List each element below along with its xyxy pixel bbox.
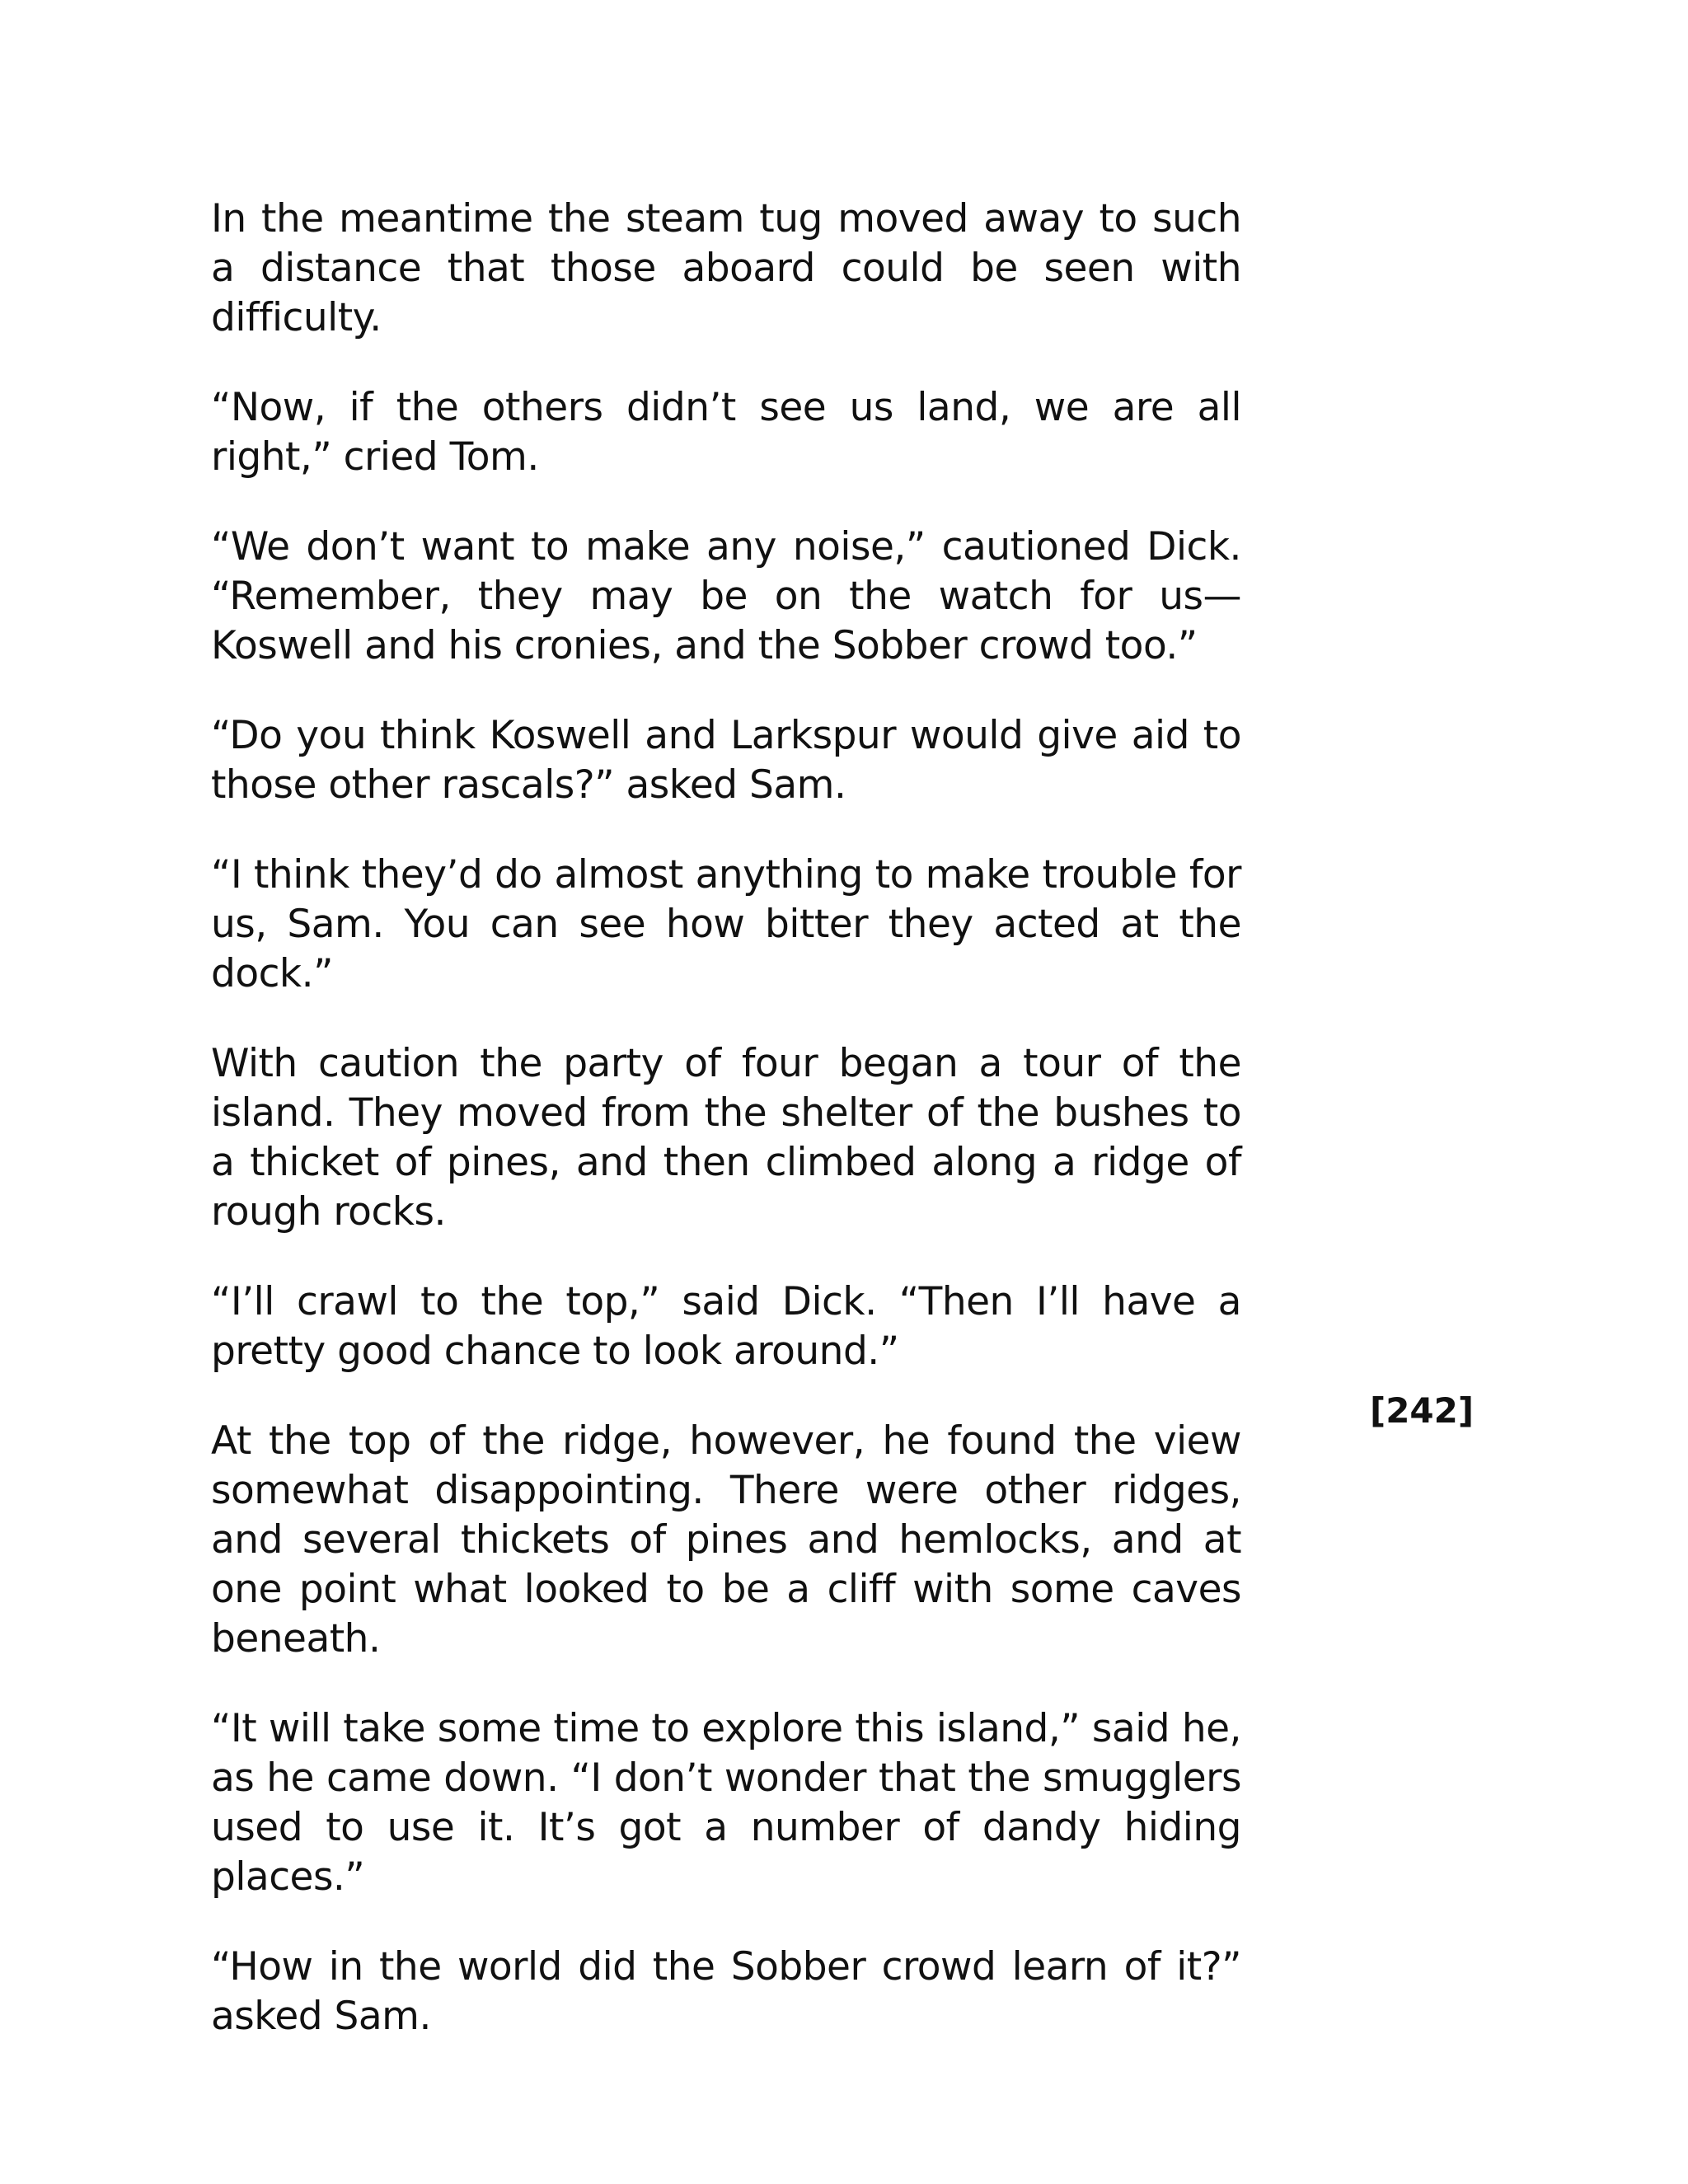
paragraph: With caution the party of four began a tour of the island. They moved from the shelter of the bushes to a thicket of pines, and then climbed along a ridge of rough rocks. xyxy=(211,1041,1241,1235)
paragraph: In the meantime the steam tug moved away to such a distance that those aboard could be seen with difficulty. xyxy=(211,196,1241,340)
paragraph: “Now, if the others didn’t see us land, we are all right,” cried Tom. xyxy=(211,385,1241,480)
paragraph: “I think they’d do almost anything to make trouble for us, Sam. You can see how bitter they acted at the dock.” xyxy=(211,852,1241,996)
paragraph: “I’ll crawl to the top,” said Dick. “Then I’ll have a pretty good chance to look around.” xyxy=(211,1279,1241,1374)
paragraph: “We don’t want to make any noise,” cautioned Dick. “Remember, they may be on the watch for us—Koswell and his cronies, and the Sobber crowd too.” xyxy=(211,524,1241,668)
paragraph: “Do you think Koswell and Larkspur would give aid to those other rascals?” asked Sam. xyxy=(211,713,1241,808)
page-number: [242] xyxy=(1370,1390,1475,1431)
paragraph: “It will take some time to explore this island,” said he, as he came down. “I don’t wonder that the smugglers used to use it. It’s got a number of dandy hiding places.” xyxy=(211,1706,1241,1900)
paragraph: “How in the world did the Sobber crowd learn of it?” asked Sam. xyxy=(211,1944,1241,2039)
body-text xyxy=(211,194,1241,2041)
paragraph: At the top of the ridge, however, he found the view somewhat disappointing. There were other ridges, and several thickets of pines and hemlocks, and at one point what looked to be a cliff with some caves beneath. xyxy=(211,1418,1241,1661)
